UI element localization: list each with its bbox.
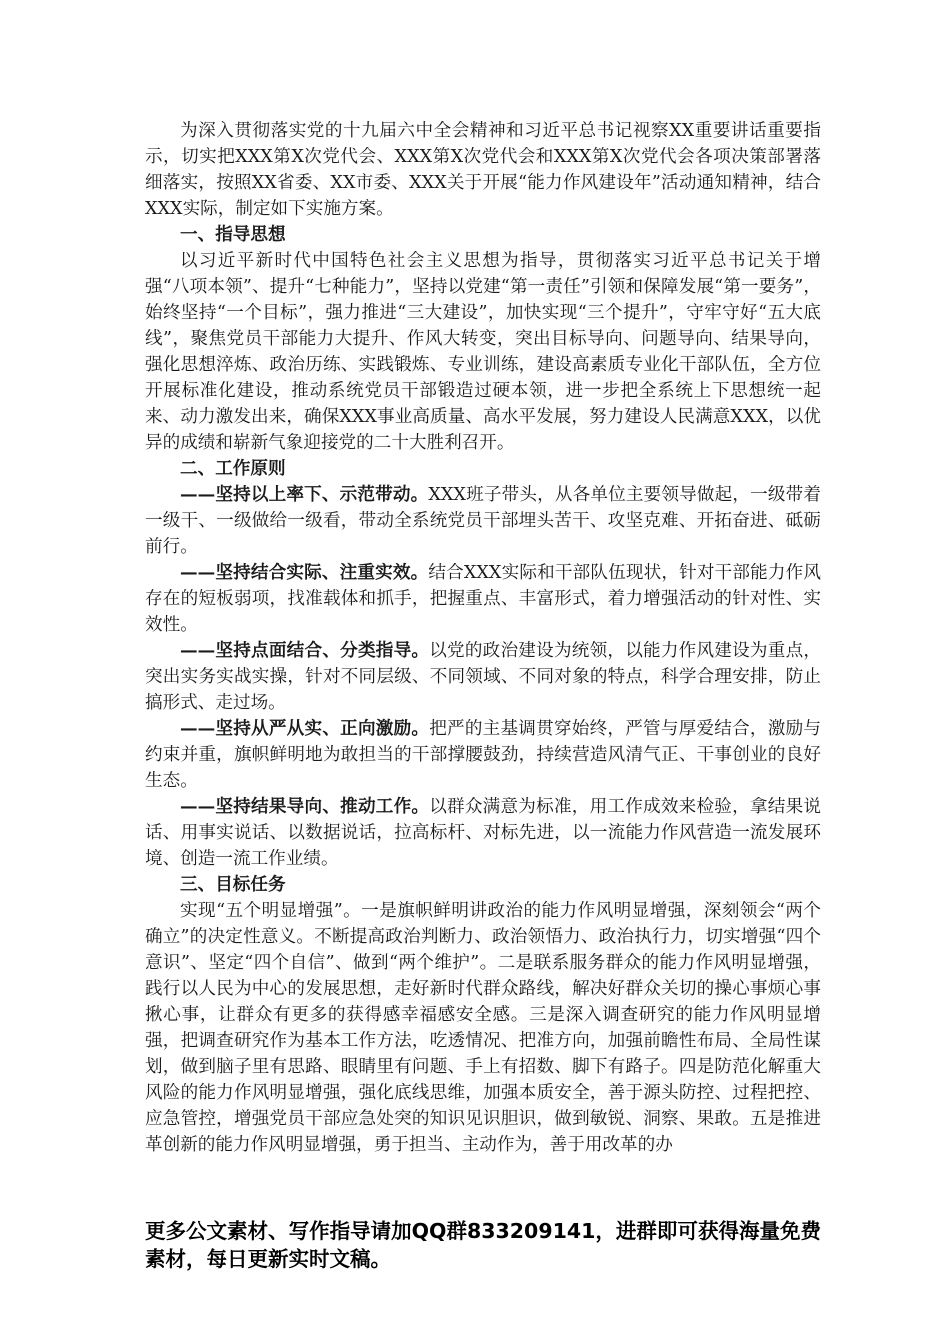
principle-item — [145, 716, 821, 794]
principle-lead: ——坚持以上率下、示范带动。 — [180, 484, 429, 505]
principle-item — [145, 560, 821, 638]
intro-paragraph: 为深入贯彻落实党的十九届六中全会精神和习近平总书记视察XX重要讲话重要指示，切实把XXX第X次党代会、XXX第X次党代会和XXX第X次党代会各项决策部署落细落实，按照XX省委、XX市委、XXX关于开展“能力作风建设年”活动通知精神，结合XXX实际，制定如下实施方案。 — [145, 121, 821, 219]
section-heading-guiding-ideology: 一、指导思想 — [180, 224, 286, 245]
principle-lead: ——坚持从严从实、正向激励。 — [180, 718, 430, 739]
principle-item — [145, 482, 821, 560]
principle-text: 把严的主基调贯穿始终，严管与厚爱结合，激励与约束并重，旗帜鲜明地为敢担当的干部撑腰鼓劲，持续营造风清气正、干事创业的良好生态。 — [145, 719, 821, 791]
principle-text: XXX班子带头，从各单位主要领导做起，一级带着一级干、一级做给一级看，带动全系统党员干部埋头苦干、攻坚克难、开拓奋进、砥砺前行。 — [145, 485, 821, 557]
principle-text: 以群众满意为标准，用工作成效来检验，拿结果说话、用事实说话、以数据说话，拉高标杆、对标先进，以一流能力作风营造一流发展环境、创造一流工作业绩。 — [145, 797, 821, 869]
principle-lead: ——坚持结合实际、注重实效。 — [180, 562, 429, 583]
principle-lead: ——坚持结果导向、推动工作。 — [180, 796, 430, 817]
principle-lead: ——坚持点面结合、分类指导。 — [180, 640, 430, 661]
guiding-ideology-paragraph: 以习近平新时代中国特色社会主义思想为指导，贯彻落实习近平总书记关于增强“八项本领”、提升“七种能力”，坚持以党建“第一责任”引领和保障发展“第一要务”，始终坚持“一个目标”，强力推进“三大建设”，加快实现“三个提升”，守牢守好“五大底线”，聚焦党员干部能力大提升、作风大转变，突出目标导向、问题导向、结果导向，强化思想淬炼、政治历练、实践锻炼、专业训练，建设高素质专业化干部队伍，全方位开展标准化建设，推动系统党员干部锻造过硬本领，进一步把全系统上下思想统一起来、动力激发出来，确保XXX事业高质量、高水平发展，努力建设人民满意XXX，以优异的成绩和崭新气象迎接党的二十大胜利召开。 — [145, 251, 821, 453]
principle-item — [145, 638, 821, 716]
principle-text: 结合XXX实际和干部队伍现状，针对干部能力作风存在的短板弱项，找准载体和抓手，把握重点、丰富形式，着力增强活动的针对性、实效性。 — [145, 563, 821, 635]
section-heading-work-principles: 二、工作原则 — [180, 458, 286, 479]
principle-item — [145, 794, 821, 872]
section-heading-objectives: 三、目标任务 — [180, 874, 286, 895]
promo-footer: 更多公文素材、写作指导请加QQ群833209141，进群即可获得海量免费素材，每日更新实时文稿。 — [145, 1219, 821, 1271]
objectives-paragraph: 实现“五个明显增强”。一是旗帜鲜明讲政治的能力作风明显增强，深刻领会“两个确立”的决定性意义。不断提高政治判断力、政治领悟力、政治执行力，切实增强“四个意识”、坚定“四个自信”、做到“两个维护”。二是联系服务群众的能力作风明显增强，践行以人民为中心的发展思想，走好新时代群众路线，解决好群众关切的操心事烦心事揪心事，让群众有更多的获得感幸福感安全感。三是深入调查研究的能力作风明显增强，把调查研究作为基本工作方法，吃透情况、把准方向，加强前瞻性布局、全局性谋划，做到脑子里有思路、眼睛里有问题、手上有招数、脚下有路子。四是防范化解重大风险的能力作风明显增强，强化底线思维，加强本质安全，善于源头防控、过程把控、应急管控，增强党员干部应急处突的知识见识胆识，做到敏锐、洞察、果敢。五是推进革创新的能力作风明显增强，勇于担当、主动作为，善于用改革的办 — [145, 901, 821, 1155]
principle-text: 以党的政治建设为统领，以能力作风建设为重点，突出实务实战实操，针对不同层级、不同领域、不同对象的特点，科学合理安排，防止搞形式、走过场。 — [145, 641, 821, 713]
document-body — [145, 118, 821, 1158]
